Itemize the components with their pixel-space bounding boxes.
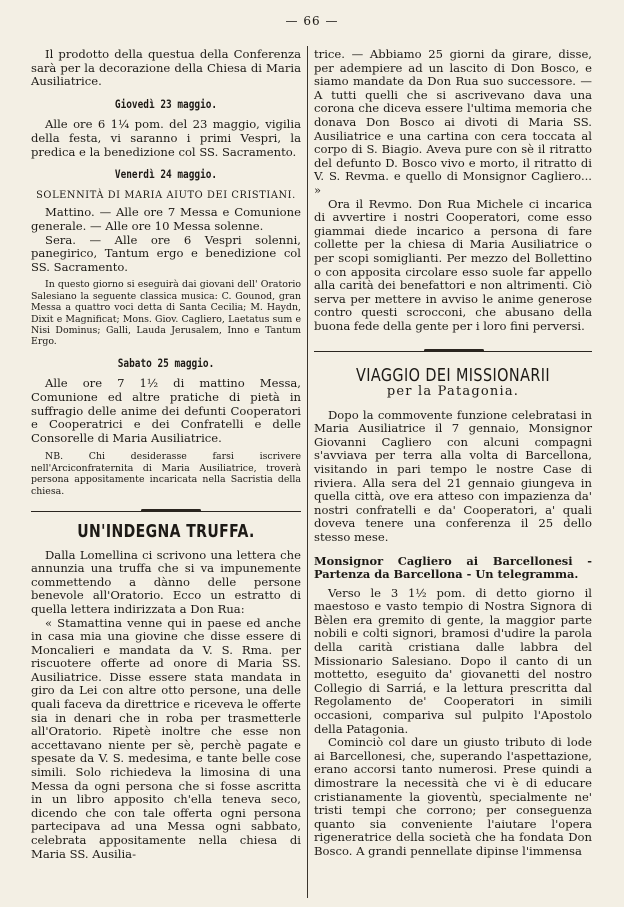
giovedi-paragraph: Alle ore 6 1¼ pom. del 23 maggio, vigilia della festa, vi saranno i primi Vespri, la predica e la benedizione col SS. Sacramento. [31, 117, 301, 159]
solemnity-heading: SOLENNITÀ DI MARIA AIUTO DEI CRISTIANI. [36, 189, 296, 201]
viaggio-paragraph: Dopo la commovente funzione celebratasi in Maria Ausiliatrice il 7 gennaio, Monsignor Giovanni Cagliero con alcuni compagni s'avviava per terra alla volta di Barcellona, visitando in pari tempo le nostre Case di riviera. Alla sera del 21 gennaio giungeva in quella città, ove era atteso con impazienza da' nostri confratelli e da' Cooperatori, a' quali doveva tenere una conferenza il 25 dello stesso mese. [314, 407, 592, 544]
nb-note: NB. Chi desiderasse farsi iscrivere nell'Arciconfraternita di Maria Ausiliatrice, troverà persona appositamente incaricata nella Sacristia della chiesa. [31, 451, 301, 497]
monsignor-heading: Monsignor Cagliero ai Barcellonesi - Partenza da Barcellona - Un telegramma. [314, 553, 592, 581]
sabato-heading: Sabato 25 maggio. [117, 355, 215, 370]
truffa-quote: « Stamattina venne qui in paese ed anche in casa mia una giovine che disse essere di Moncalieri e mandata da V. S. Rma. per riscuotere offerte ad onore di Maria SS. Ausiliatrice. Disse essere stata mandata in giro da Lei con altre otto persone, una delle quali faceva da direttrice e riceveva le offerte sia in denari che in roba per trasmetterle all'Oratorio. Ripetè inoltre che esse non accettavano niente per sè, perchè pagate e spesate da V. S. medesima, e tante belle cose simili. Solo richiedeva la limosina di una Messa da ogni persona che si fosse ascritta in un libro apposito ch'ella teneva seco, dicendo che con tale offerta ogni persona partecipava ad una Messa ogni sabbato, celebrata appositamente nella chiesa di Maria SS. Ausilia- [31, 615, 301, 861]
monsignor-paragraph-2: Cominciò col dare un giusto tributo di lode ai Barcellonesi, che, superando l'aspettazione, erano accorsi tanto numerosi. Prese quindi a dimostrare la necessità che vi è di educare cristianamente la gioventù, specialmente ne' tristi tempi che corrono; per conseguenza quanto sia conveniente l'aiutare l'opera rigeneratrice della società che ha fondata Don Bosco. A grandi pennellate dipinse l'immensa [314, 735, 592, 858]
intro-paragraph: Il prodotto della questua della Conferenza sarà per la decorazione della Chiesa di Maria Ausiliatrice. [31, 47, 301, 89]
venerdi-heading: Venerdì 24 maggio. [114, 167, 218, 182]
truffa-paragraph: Dalla Lomellina ci scrivono una lettera che annunzia una truffa che si va impunemente commettendo a dànno delle persone benevole all'Oratorio. Ecco un estratto di quella lettera indirizzata a Don Rua: [31, 547, 301, 616]
column-divider [307, 46, 308, 898]
sabato-paragraph: Alle ore 7 1½ di mattino Messa, Comunione ed altre pratiche di pietà in suffragio delle anime dei defunti Cooperatori e Cooperatrici e dei Confratelli e delle Consorelle di Maria Ausiliatrice. [31, 376, 301, 445]
sera-paragraph: Sera. — Alle ore 6 Vespri solenni, panegirico, Tantum ergo e benedizione col SS. Sacramento. [31, 232, 301, 274]
quote-continuation: trice. — Abbiamo 25 giorni da girare, disse, per adempiere ad un lascito di Don Bosco, e siamo mandate da Don Rua suo successore. — A tutti quelli che si ascrivevano dava una corona che diceva essere l'ultima memoria che donava Don Bosco ai divoti di Maria SS. Ausiliatrice e una cartina con cera toccata al corpo di S. Biagio. Aveva pure con sè il ritratto del defunto D. Bosco vivo e morto, il ritratto di V. S. Revma. e quello di Monsignor Cagliero... » [314, 47, 592, 197]
mattino-paragraph: Mattino. — Alle ore 7 Messa e Comunione generale. — Alle ore 10 Messa solenne. [31, 205, 301, 233]
viaggio-subtitle: per la Patagonia. [386, 384, 520, 400]
music-note: In questo giorno si eseguirà dai giovani dell' Oratorio Salesiano la seguente classica musica: C. Gounod, gran Messa a quattro voci detta di Santa Cecilia; M. Haydn, Dixit e Magnificat; Mons. Giov. Cagliero, Laetatus sum e Nisi Dominus; Galli, Lauda Jerusalem, Inno e Tantum Ergo. [31, 279, 301, 348]
truffa-title: UN'INDEGNA TRUFFA. [77, 520, 255, 542]
right-column [314, 48, 592, 858]
ora-paragraph: Ora il Revmo. Don Rua Michele ci incarica di avvertire i nostri Cooperatori, come esso giammai diede incarico a persona di fare collette per la chiesa di Maria Ausiliatrice o per scopi somiglianti. Per mezzo del Bollettino o con apposita circolare esso suole far appello alla carità dei benefattori e non altrimenti. Ciò serva per mettere in avviso le anime generose contro questi scrocconi, che abusano della buona fede della gente per i loro fini perversi. [314, 196, 592, 333]
viaggio-title: VIAGGIO DEI MISSIONARII [355, 365, 551, 387]
page-number: — 66 — [285, 14, 339, 28]
giovedi-heading: Giovedì 23 maggio. [114, 96, 218, 111]
monsignor-paragraph-1: Verso le 3 1½ pom. di detto giorno il maestoso e vasto tempio di Nostra Signora di Bèlen era gremito di gente, la maggior parte nobili e colti signori, bramosi d'udire la parola della carità cristiana dalle labbra del Missionario Salesiano. Dopo il canto di un mottetto, eseguito da' giovanetti del nostro Collegio di Sarriá, e la lettura prescritta dal Regolamento de' Cooperatori in simili occasioni, compariva sul pulpito l'Apostolo della Patagonia. [314, 585, 592, 736]
section-separator [314, 347, 592, 355]
section-separator [31, 507, 301, 515]
left-column [31, 48, 301, 861]
